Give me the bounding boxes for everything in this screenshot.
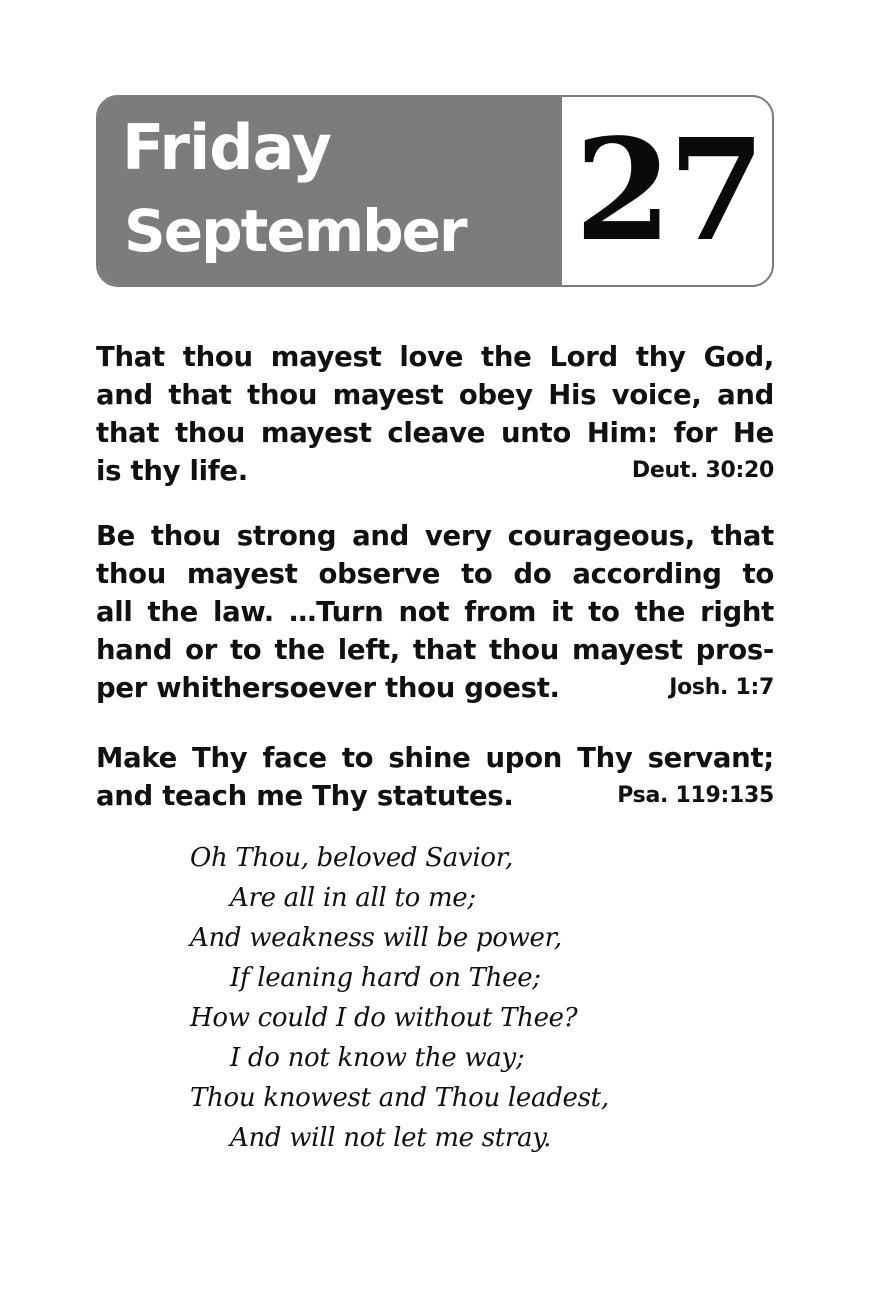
verse-line: hand or to the left, that thou mayest pros- [96,634,774,666]
scripture-reference: Psa. 119:135 [617,783,774,808]
verse-last-line [96,669,774,707]
verse-line: and that thou mayest obey His voice, and [96,379,774,411]
verse-block-1 [96,338,774,490]
poem-line: Oh Thou, beloved Savior, [190,843,513,873]
verse-line: and teach me Thy statutes. [96,780,514,812]
verse-line: Make Thy face to shine upon Thy servant; [96,742,774,774]
scripture-reference: Deut. 30:20 [631,458,774,483]
verse-block-3 [96,739,774,815]
date-header [96,95,774,287]
month-label: September [124,197,466,265]
poem-line: How could I do without Thee? [190,1003,578,1033]
poem-line: Thou knowest and Thou leadest, [190,1083,609,1113]
verse-line: Be thou strong and very courageous, that [96,520,774,552]
verse-last-line [96,452,774,490]
date-banner [98,97,562,285]
scripture-reference: Josh. 1:7 [669,675,774,700]
poem-line: And will not let me stray. [230,1123,552,1153]
poem-line: Are all in all to me; [230,883,476,913]
verse-last-line [96,777,774,815]
weekday-label: Friday [122,111,331,184]
poem-line: I do not know the way; [230,1043,525,1073]
day-number: 27 [574,109,762,273]
verse-line: is thy life. [96,455,248,487]
verse-line: That thou mayest love the Lord thy God, [96,341,774,373]
poem-line: If leaning hard on Thee; [230,963,541,993]
verse-line: that thou mayest cleave unto Him: for He [96,417,774,449]
poem-stanza [190,838,609,1158]
verse-line: all the law. …Turn not from it to the right [96,596,774,628]
poem-line: And weakness will be power, [190,923,562,953]
verse-block-2 [96,517,774,707]
verse-line: thou mayest observe to do according to [96,558,774,590]
verse-line: per whithersoever thou goest. [96,672,560,704]
